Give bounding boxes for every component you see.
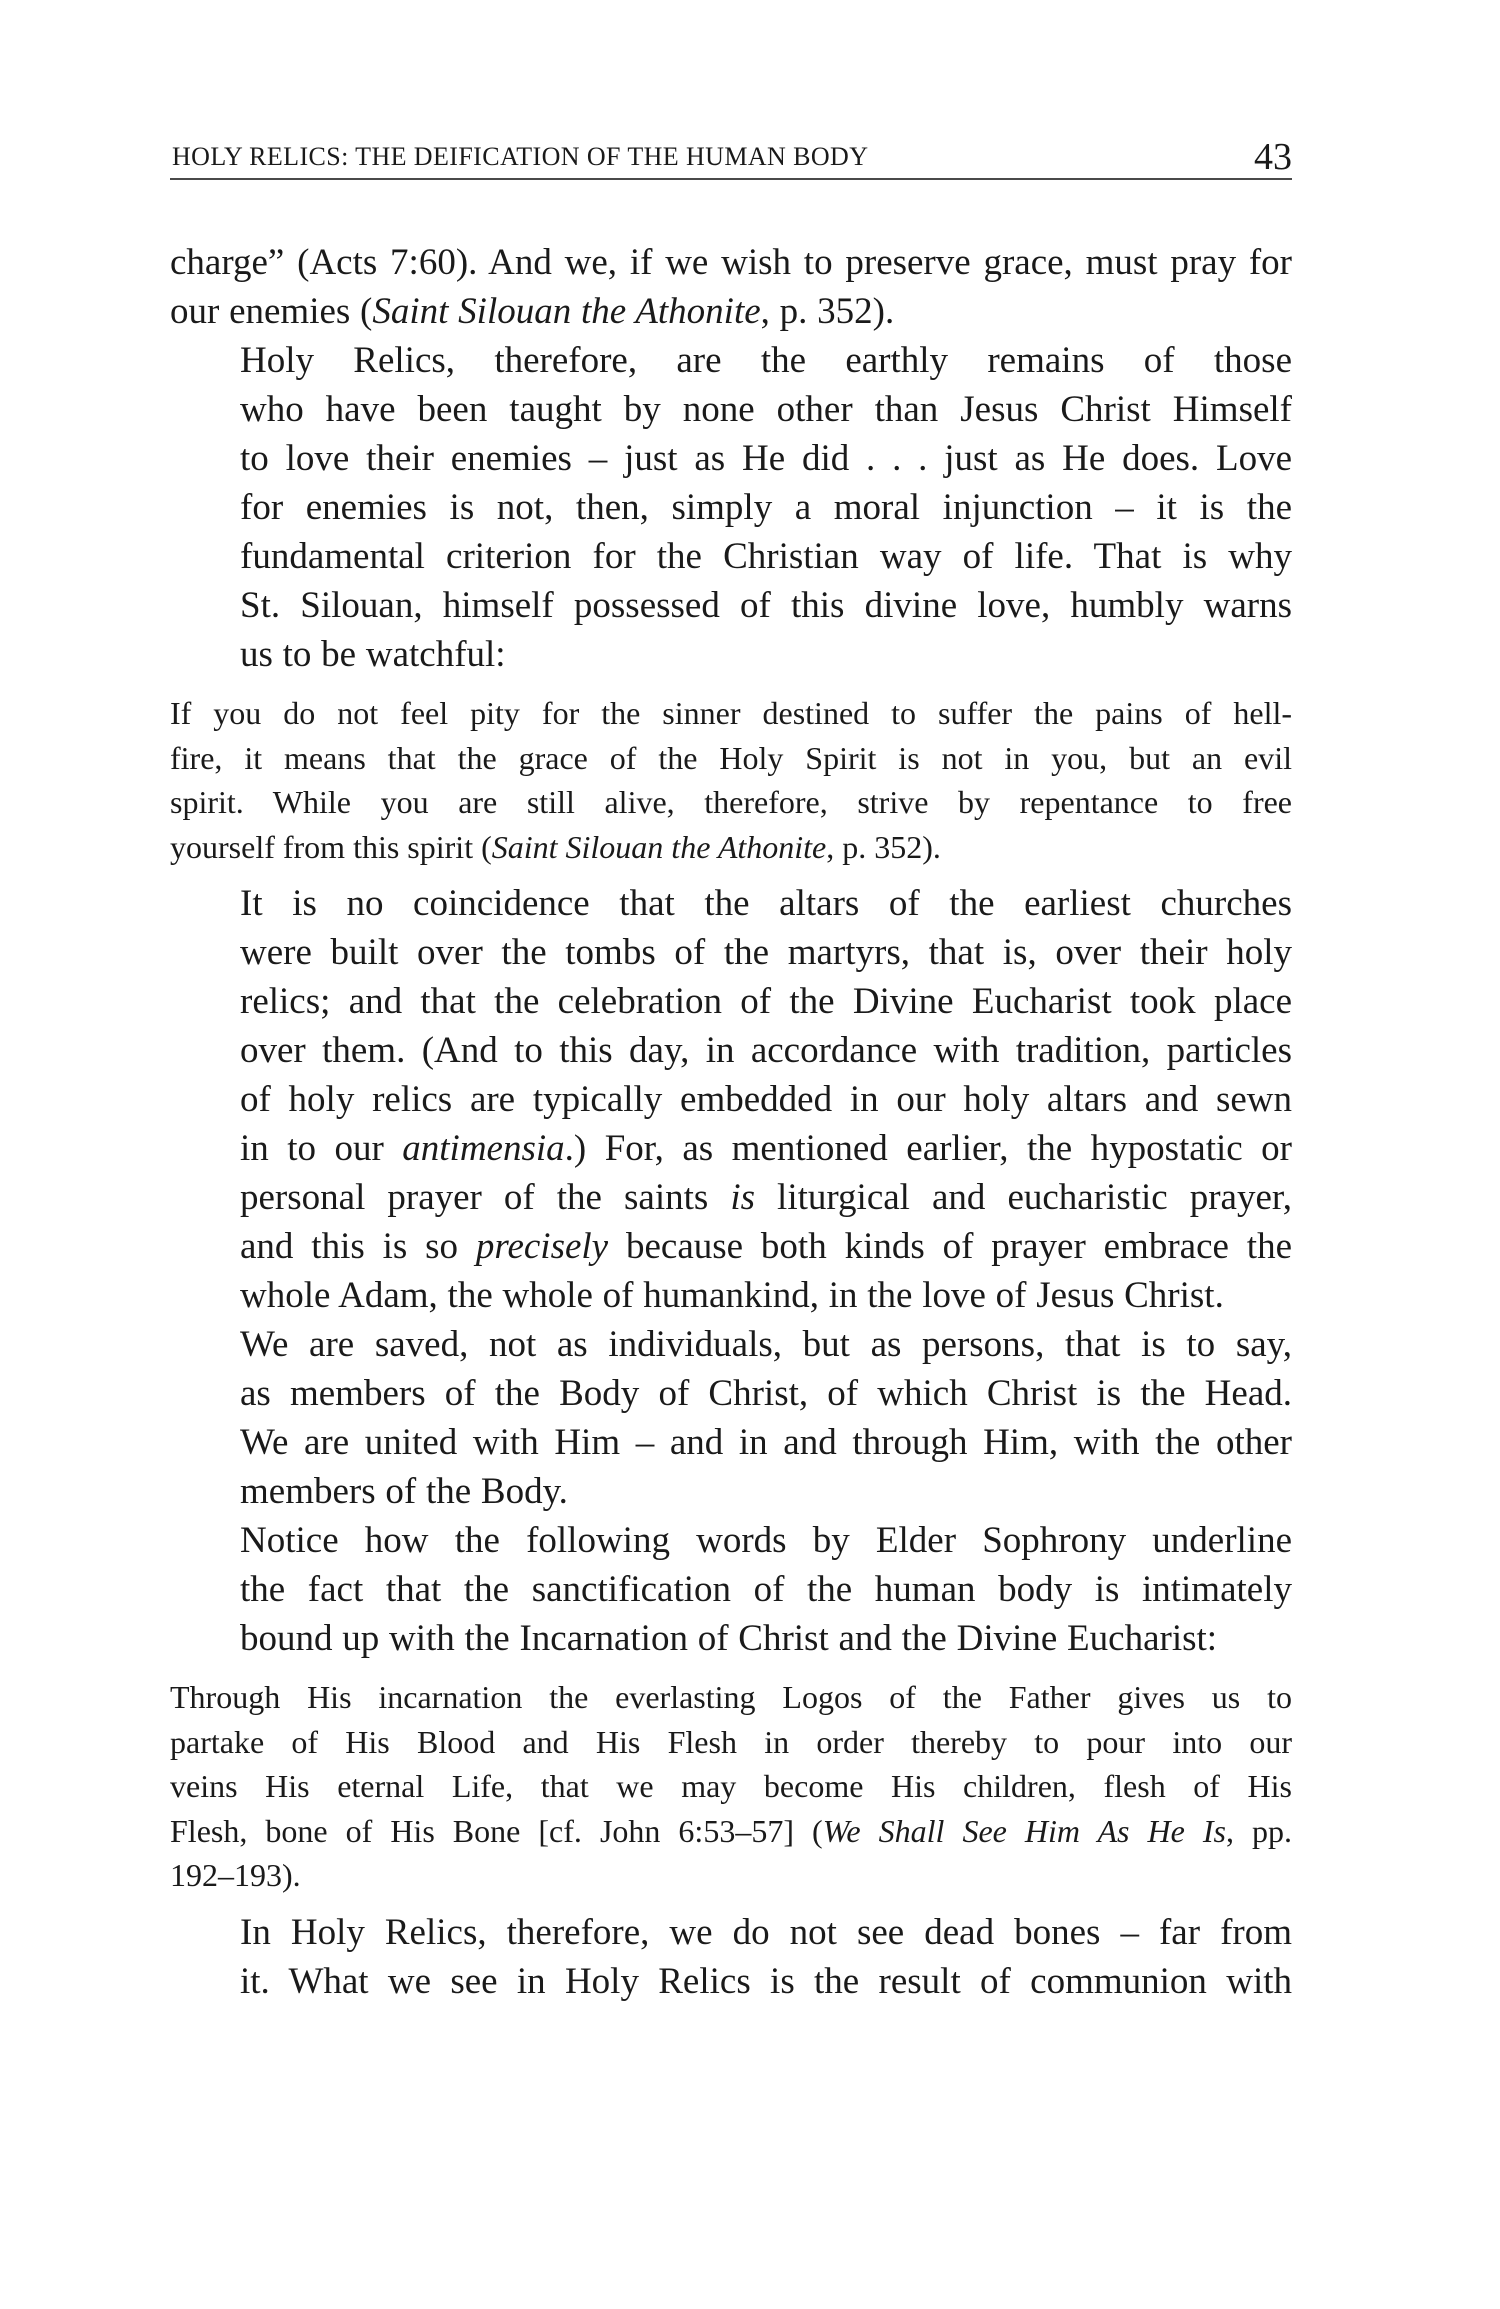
text-line: Through His incarnation the everlasting Logos of the Father gives us to bbox=[170, 1679, 1292, 1715]
page-number: 43 bbox=[1254, 136, 1292, 178]
text-line: Flesh, bone of His Bone [cf. John 6:53–57] (We Shall See Him As He Is, pp. bbox=[170, 1812, 1293, 1849]
text-line: for enemies is not, then, simply a moral injunction – it is the bbox=[240, 487, 1292, 528]
text-line: and this is so precisely because both kinds of prayer embrace the bbox=[240, 1226, 1292, 1267]
italic-title: antimensia bbox=[402, 1128, 565, 1169]
text-line: fire, it means that the grace of the Holy Spirit is not in you, but an evil bbox=[170, 739, 1292, 776]
italic-title: Saint Silouan the Athonite bbox=[491, 828, 827, 865]
text-line: St. Silouan, himself possessed of this divine love, humbly warns bbox=[240, 585, 1292, 626]
text-line: of holy relics are typically embedded in our holy altars and sewn bbox=[240, 1079, 1292, 1120]
running-title: HOLY RELICS: THE DEIFICATION OF THE HUMAN BODY bbox=[172, 142, 869, 171]
italic-title: Saint Silouan the Athonite bbox=[372, 291, 761, 332]
text-line: our enemies (Saint Silouan the Athonite, p. 352). bbox=[170, 291, 895, 332]
running-head bbox=[170, 134, 1292, 180]
text-line: whole Adam, the whole of humankind, in the love of Jesus Christ. bbox=[240, 1275, 1224, 1316]
text-line: yourself from this spirit (Saint Silouan the Athonite, p. 352). bbox=[170, 828, 941, 865]
paragraph bbox=[170, 1516, 1292, 1663]
italic-title: precisely bbox=[475, 1226, 609, 1267]
text-line: partake of His Blood and His Flesh in order thereby to pour into our bbox=[170, 1723, 1292, 1760]
text-line: spirit. While you are still alive, therefore, strive by repentance to free bbox=[170, 784, 1292, 820]
text-line: 192–193). bbox=[170, 1857, 301, 1893]
text-line: who have been taught by none other than Jesus Christ Himself bbox=[240, 389, 1292, 430]
italic-title: is bbox=[730, 1177, 756, 1218]
text-line: it. What we see in Holy Relics is the result of communion with bbox=[240, 1960, 1292, 2002]
text-line: were built over the tombs of the martyrs, that is, over their holy bbox=[240, 932, 1292, 973]
text-line: to love their enemies – just as He did . . . just as He does. Love bbox=[240, 438, 1292, 479]
text-line: in to our antimensia.) For, as mentioned earlier, the hypostatic or bbox=[240, 1128, 1292, 1169]
paragraph bbox=[170, 1908, 1292, 2006]
paragraph bbox=[170, 238, 1292, 336]
text-line: as members of the Body of Christ, of which Christ is the Head. bbox=[240, 1373, 1292, 1414]
block-quote bbox=[170, 1675, 1292, 1898]
text-line: fundamental criterion for the Christian way of life. That is why bbox=[240, 536, 1292, 577]
paragraph bbox=[170, 336, 1292, 679]
text-line: We are united with Him – and in and through Him, with the other bbox=[240, 1422, 1292, 1463]
paragraph bbox=[170, 879, 1292, 1320]
italic-title: We Shall See Him As He Is bbox=[822, 1812, 1226, 1849]
text-line: Notice how the following words by Elder Sophrony underline bbox=[240, 1520, 1292, 1561]
text-line: It is no coincidence that the altars of the earliest churches bbox=[240, 883, 1292, 924]
text-line: In Holy Relics, therefore, we do not see dead bones – far from bbox=[240, 1911, 1292, 1953]
text-line: bound up with the Incarnation of Christ and the Divine Eucharist: bbox=[240, 1618, 1218, 1659]
text-line: personal prayer of the saints is liturgical and eucharistic prayer, bbox=[240, 1177, 1292, 1218]
block-quote bbox=[170, 691, 1292, 869]
text-line: We are saved, not as individuals, but as persons, that is to say, bbox=[240, 1324, 1292, 1365]
text-line: Holy Relics, therefore, are the earthly remains of those bbox=[240, 340, 1292, 381]
text-line: members of the Body. bbox=[240, 1471, 568, 1512]
text-line: the fact that the sanctification of the human body is intimately bbox=[240, 1569, 1292, 1610]
text-line: veins His eternal Life, that we may become His children, flesh of His bbox=[170, 1768, 1292, 1804]
text-line: relics; and that the celebration of the Divine Eucharist took place bbox=[240, 981, 1292, 1022]
body-text bbox=[170, 238, 1292, 2006]
paragraph bbox=[170, 1320, 1292, 1516]
text-line: If you do not feel pity for the sinner destined to suffer the pains of hell- bbox=[170, 695, 1292, 731]
text-line: over them. (And to this day, in accordance with tradition, particles bbox=[240, 1030, 1292, 1071]
text-line: us to be watchful: bbox=[240, 634, 506, 675]
text-line: charge” (Acts 7:60). And we, if we wish to preserve grace, must pray for bbox=[170, 242, 1292, 283]
